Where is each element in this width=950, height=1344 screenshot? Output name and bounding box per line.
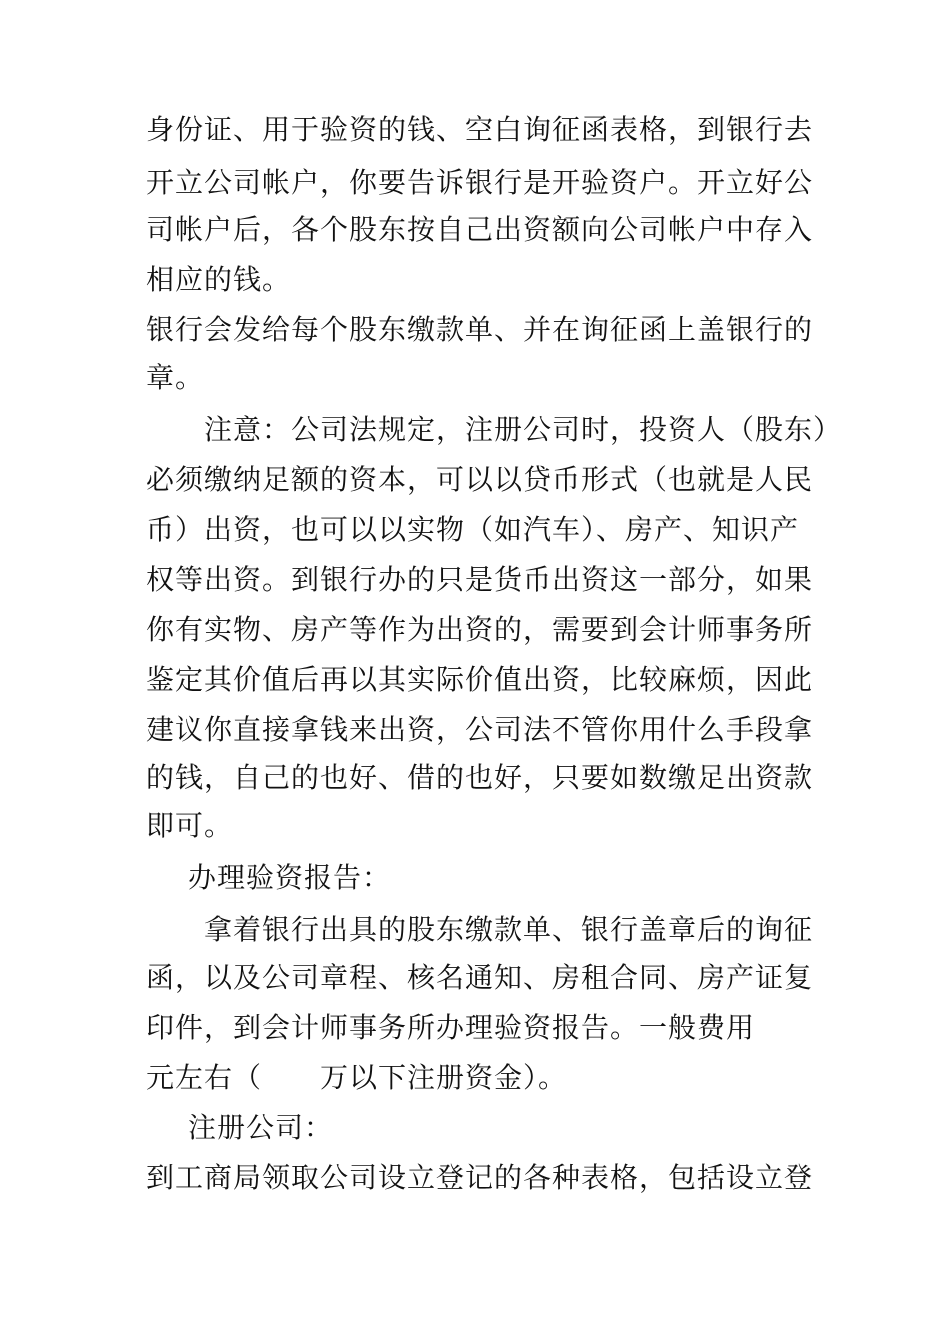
text-line: 币）出资，也可以以实物（如汽车）、房产、知识产 bbox=[146, 513, 800, 546]
text-line: 开立公司帐户，你要告诉银行是开验资户。开立好公 bbox=[146, 166, 814, 199]
text-line: 的钱，自己的也好、借的也好，只要如数缴足出资款 bbox=[146, 761, 814, 794]
text-line: 印件，到会计师事务所办理验资报告。一般费用 bbox=[146, 1011, 756, 1044]
text-line: 鉴定其价值后再以其实际价值出资，比较麻烦，因此 bbox=[146, 663, 814, 696]
text-line: 权等出资。到银行办的只是货币出资这一部分，如果 bbox=[146, 563, 814, 596]
text-line: 函，以及公司章程、核名通知、房租合同、房产证复 bbox=[146, 961, 814, 994]
text-line: 注意：公司法规定，注册公司时，投资人（股东） bbox=[204, 413, 843, 446]
text-line: 章。 bbox=[146, 361, 205, 394]
text-line: 银行会发给每个股东缴款单、并在询征函上盖银行的 bbox=[146, 313, 814, 346]
text-line: 身份证、用于验资的钱、空白询征函表格，到银行去 bbox=[146, 113, 814, 146]
text-line: 即可。 bbox=[146, 809, 234, 842]
text-line: 司帐户后，各个股东按自己出资额向公司帐户中存入 bbox=[146, 213, 814, 246]
text-line: 必须缴纳足额的资本，可以以贷币形式（也就是人民 bbox=[146, 463, 814, 496]
text-line: 建议你直接拿钱来出资，公司法不管你用什么手段拿 bbox=[146, 713, 814, 746]
text-line: 拿着银行出具的股东缴款单、银行盖章后的询征 bbox=[204, 913, 814, 946]
section-heading: 办理验资报告： bbox=[188, 861, 392, 894]
text-line: 你有实物、房产等作为出资的，需要到会计师事务所 bbox=[146, 613, 814, 646]
text-line: 元左右（ 万以下注册资金）。 bbox=[146, 1061, 568, 1094]
text-line: 到工商局领取公司设立登记的各种表格，包括设立登 bbox=[146, 1161, 814, 1194]
section-heading: 注册公司： bbox=[188, 1111, 334, 1144]
text-line: 相应的钱。 bbox=[146, 263, 292, 296]
